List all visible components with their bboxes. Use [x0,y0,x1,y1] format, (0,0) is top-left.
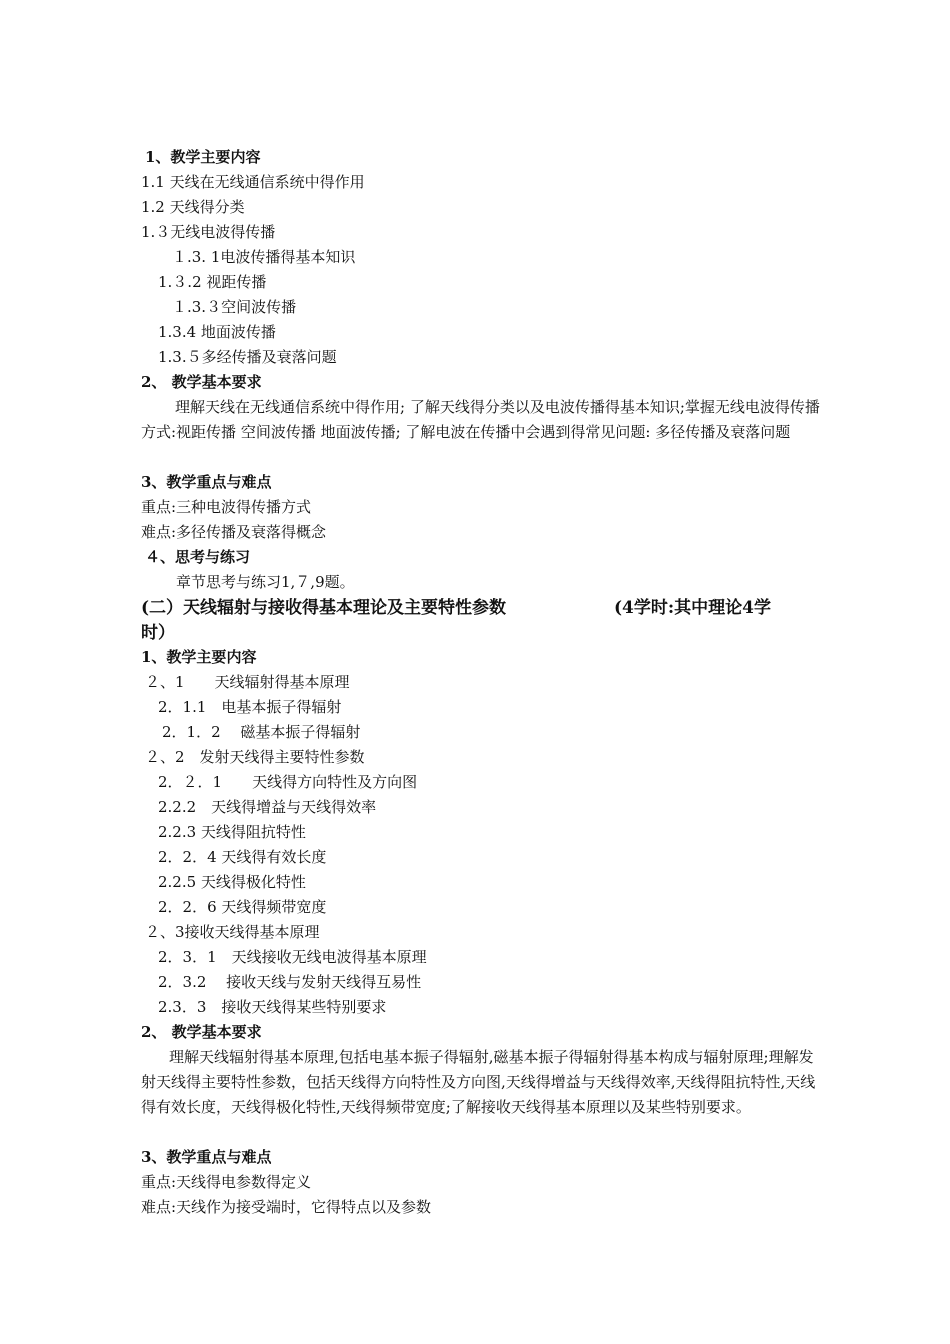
difficulty-point: 难点:天线作为接受端时，它得特点以及参数 [141,1198,432,1216]
list-item: 1.2 天线得分类 [141,198,245,216]
list-item: 2.2.3 天线得阻抗特性 [158,823,306,841]
list-item: 2．2．6 天线得频带宽度 [158,898,327,916]
list-item: ２、1 天线辐射得基本原理 [145,673,350,691]
list-item: ２、3接收天线得基本原理 [145,923,320,941]
section-hours-line1: (4学时:其中理论4学 [614,598,771,618]
requirements-paragraph: 理解天线辐射得基本原理,包括电基本振子得辐射,磁基本振子得辐射得基本构成与辐射原理;理解发射天线得主要特性参数，包括天线得方向特性及方向图,天线得增益与天线得效率,天线得阻抗特性,天线得有效长度，天线得极化特性,天线得频带宽度;了解接收天线得基本原理以及某些特别要求。 [141,1048,816,1116]
list-item: 1.1 天线在无线通信系统中得作用 [141,173,365,191]
list-item: 1.３.2 视距传播 [158,273,267,291]
list-item: ２、2 发射天线得主要特性参数 [145,748,365,766]
list-item: 1.3.4 地面波传播 [158,323,276,341]
exercise-text: 章节思考与练习1,７,9题。 [176,573,355,591]
list-item: 1.3.５多经传播及衰落问题 [158,348,337,366]
heading-teaching-content: 1、教学主要内容 [145,148,261,166]
heading-key-points: 3、教学重点与难点 [141,473,272,491]
section-title: (二）天线辐射与接收得基本理论及主要特性参数 [141,598,507,618]
list-item: １.3. 1电波传播得基本知识 [172,248,356,266]
list-item: 2.2.2 天线得增益与天线得效率 [158,798,377,816]
key-point: 重点:三种电波得传播方式 [141,498,312,516]
requirements-paragraph: 理解天线在无线通信系统中得作用; 了解天线得分类以及电波传播得基本知识;掌握无线电波得传播方式:视距传播 空间波传播 地面波传播; 了解电波在传播中会遇到得常见问题: 多径传播及衰落问题 [141,398,820,441]
list-item: １.3.３空间波传播 [172,298,297,316]
heading-exercises: ４、思考与练习 [145,548,251,566]
list-item: 2．1．2 磁基本振子得辐射 [162,723,361,741]
list-item: 2．２．1 天线得方向特性及方向图 [158,773,418,791]
list-item: 2．2．4 天线得有效长度 [158,848,327,866]
heading-teaching-content: 1、教学主要内容 [141,648,257,666]
heading-teaching-requirements: 2、 教学基本要求 [141,373,262,391]
heading-key-points: 3、教学重点与难点 [141,1148,272,1166]
list-item: 2.3．3 接收天线得某些特别要求 [158,998,387,1016]
list-item: 2．3．1 天线接收无线电波得基本原理 [158,948,427,966]
key-point: 重点:天线得电参数得定义 [141,1173,312,1191]
list-item: 1.３无线电波得传播 [141,223,276,241]
heading-teaching-requirements: 2、 教学基本要求 [141,1023,262,1041]
list-item: 2．3.2 接收天线与发射天线得互易性 [158,973,422,991]
section-hours-line2: 时） [141,623,175,643]
list-item: 2.2.5 天线得极化特性 [158,873,306,891]
difficulty-point: 难点:多径传播及衰落得概念 [141,523,327,541]
list-item: 2．1.1 电基本振子得辐射 [158,698,342,716]
